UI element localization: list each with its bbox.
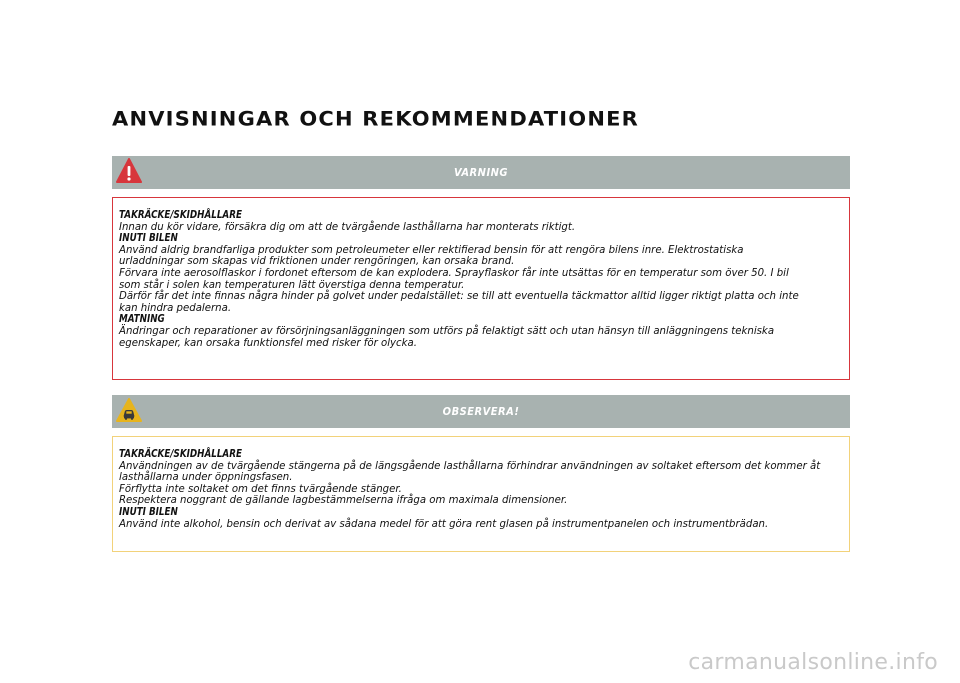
note-header-title: OBSERVERA! — [442, 405, 520, 418]
body-line: Respektera noggrant de gällande lagbestämmelserna ifråga om maximala dimensioner. — [119, 495, 568, 507]
note-header — [112, 395, 850, 428]
body-line: Användningen av de tvärgående stängerna på de längsgående lasthållarna förhindrar användningen av soltaket eftersom det kommer åt — [119, 460, 821, 472]
section-heading: MATNING — [119, 314, 165, 326]
section-heading: TAKRÄCKE/SKIDHÅLLARE — [119, 210, 242, 221]
body-line: Ändringar och reparationer av försörjningsanläggningen som utförs på felaktigt sätt och utan hänsyn till anläggningens tekniska — [119, 325, 775, 337]
section-heading: INUTI BILEN — [119, 233, 178, 245]
warning-triangle-icon — [115, 157, 143, 185]
body-line: egenskaper, kan orsaka funktionsfel med risker för olycka. — [119, 337, 417, 349]
warning-body — [112, 197, 850, 380]
body-line: Använd aldrig brandfarliga produkter som petroleumeter eller rektifierad bensin för att rengöra bilens inre. Elektrostatiska — [119, 244, 744, 256]
warning-header — [112, 156, 850, 189]
body-line: som står i solen kan temperaturen lätt överstiga denna temperatur. — [119, 279, 465, 291]
section-heading: INUTI BILEN — [119, 506, 178, 518]
body-line: Innan du kör vidare, försäkra dig om att de tvärgående lasthållarna har monterats riktigt. — [119, 221, 576, 233]
body-line: lasthållarna under öppningsfasen. — [119, 472, 293, 484]
note-text — [119, 449, 843, 530]
car-caution-icon — [115, 396, 143, 424]
section-heading: TAKRÄCKE/SKIDHÅLLARE — [119, 449, 242, 460]
note-body — [112, 436, 850, 552]
warning-text — [119, 210, 843, 349]
body-line: kan hindra pedalerna. — [119, 302, 232, 314]
body-line: Därför får det inte finnas några hinder på golvet under pedalstället: se till att eventuella täckmattor alltid ligger riktigt platta och inte — [119, 291, 799, 303]
page-title: ANVISNINGAR OCH REKOMMENDATIONER — [112, 108, 640, 131]
body-line: Förflytta inte soltaket om det finns tvärgående stänger. — [119, 483, 402, 495]
watermark: carmanualsonline.info — [688, 650, 938, 675]
warning-header-title: VARNING — [453, 166, 509, 179]
body-line: Använd inte alkohol, bensin och derivat av sådana medel för att göra rent glasen på instrumentpanelen och instrumentbrädan. — [119, 518, 769, 530]
body-line: Förvara inte aerosolflaskor i fordonet eftersom de kan explodera. Sprayflaskor får inte utsättas för en temperatur som över 50. I bil — [119, 267, 789, 279]
body-line: urladdningar som skapas vid friktionen under rengöringen, kan orsaka brand. — [119, 256, 515, 268]
